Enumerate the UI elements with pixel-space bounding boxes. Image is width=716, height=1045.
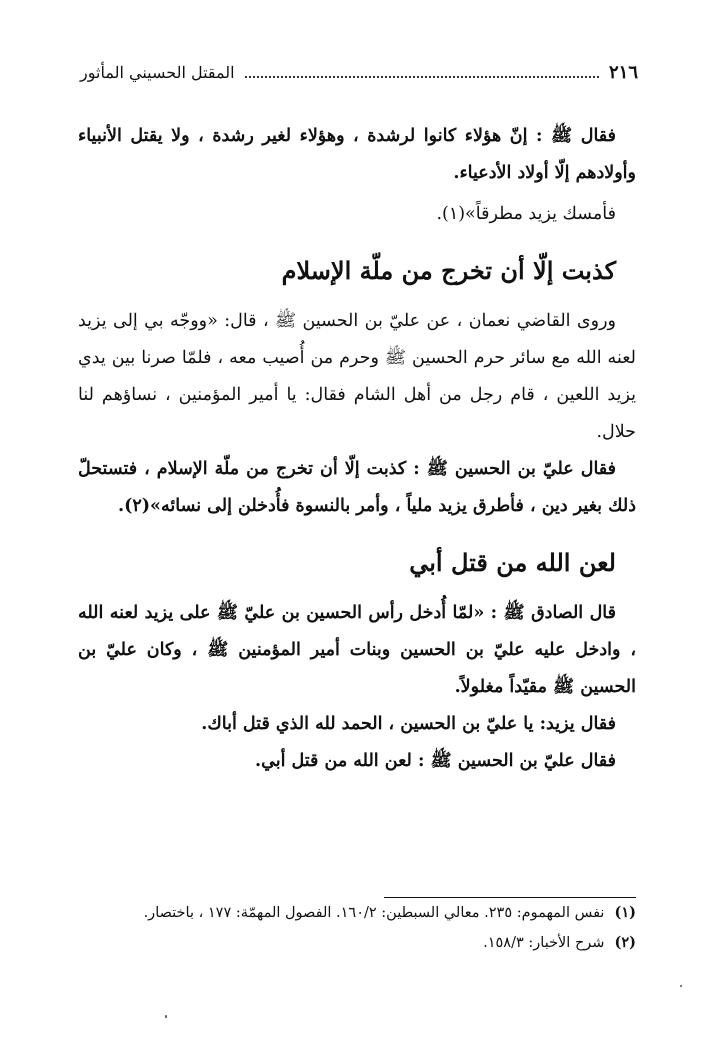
page-number: ٢١٦ bbox=[608, 62, 638, 83]
section-heading-2: لعن الله من قتل أبي bbox=[409, 548, 616, 577]
scan-speck bbox=[165, 1015, 167, 1018]
running-header bbox=[80, 62, 638, 83]
book-title: المقتل الحسيني المأثور bbox=[80, 63, 235, 82]
footnote-number: (١) bbox=[614, 904, 636, 921]
footnote-1 bbox=[78, 898, 636, 928]
paragraph-3: وروى القاضي نعمان ، عن عليّ بن الحسين ﷺ ، قال: «ووجّه بي إلى يزيد لعنه الله مع سائر حرم الحسين ﷺ وحرم من أُصيب معه ، فلمّا صرنا بين يدي يزيد اللعين ، قام رجل من أهل الشام فقال: يا أمير المؤمنين ، نساؤهم لنا حلال. bbox=[78, 311, 636, 442]
paragraph-4: فقال عليّ بن الحسين ﷺ : كذبت إلّا أن تخرج من ملّة الإسلام ، فتستحلّ ذلك بغير دين ، فأطرق يزيد ملياً ، وأمر بالنسوة فأُدخلن إلى نسائه»(٢). bbox=[78, 459, 636, 516]
paragraph-6: فقال يزيد: يا عليّ بن الحسين ، الحمد لله الذي قتل أباك. bbox=[201, 714, 616, 734]
paragraph-2: فأمسك يزيد مطرقاً»(١). bbox=[436, 204, 616, 224]
footnotes bbox=[78, 898, 636, 958]
footnote-text: نفس المهموم: ٢٣٥. معالي السبطين: ١٦٠/٢. الفصول المهمّة: ١٧٧ ، باختصار. bbox=[143, 905, 605, 921]
paragraph-1: فقال ﷺ : إنّ هؤلاء كانوا لرشدة ، وهؤلاء لغير رشدة ، ولا يقتل الأنبياء وأولادهم إلّا أولاد الأدعياء. bbox=[78, 126, 636, 183]
main-text bbox=[78, 118, 636, 780]
header-dotted-leader bbox=[245, 76, 599, 78]
footnote-2 bbox=[78, 928, 636, 958]
scan-speck bbox=[680, 985, 682, 987]
paragraph-5: قال الصادق ﷺ : «لمّا أُدخل رأس الحسين بن عليّ ﷺ على يزيد لعنه الله ، وادخل عليه عليّ بن الحسين وبنات أمير المؤمنين ﷺ ، وكان عليّ بن الحسين ﷺ مقيّداً مغلولاً. bbox=[78, 603, 636, 697]
footnote-text: شرح الأخبار: ١٥٨/٣. bbox=[483, 935, 605, 951]
footnote-number: (٢) bbox=[614, 934, 636, 951]
section-heading-1: كذبت إلّا أن تخرج من ملّة الإسلام bbox=[281, 256, 616, 285]
paragraph-7: فقال عليّ بن الحسين ﷺ : لعن الله من قتل أبي. bbox=[255, 751, 616, 771]
